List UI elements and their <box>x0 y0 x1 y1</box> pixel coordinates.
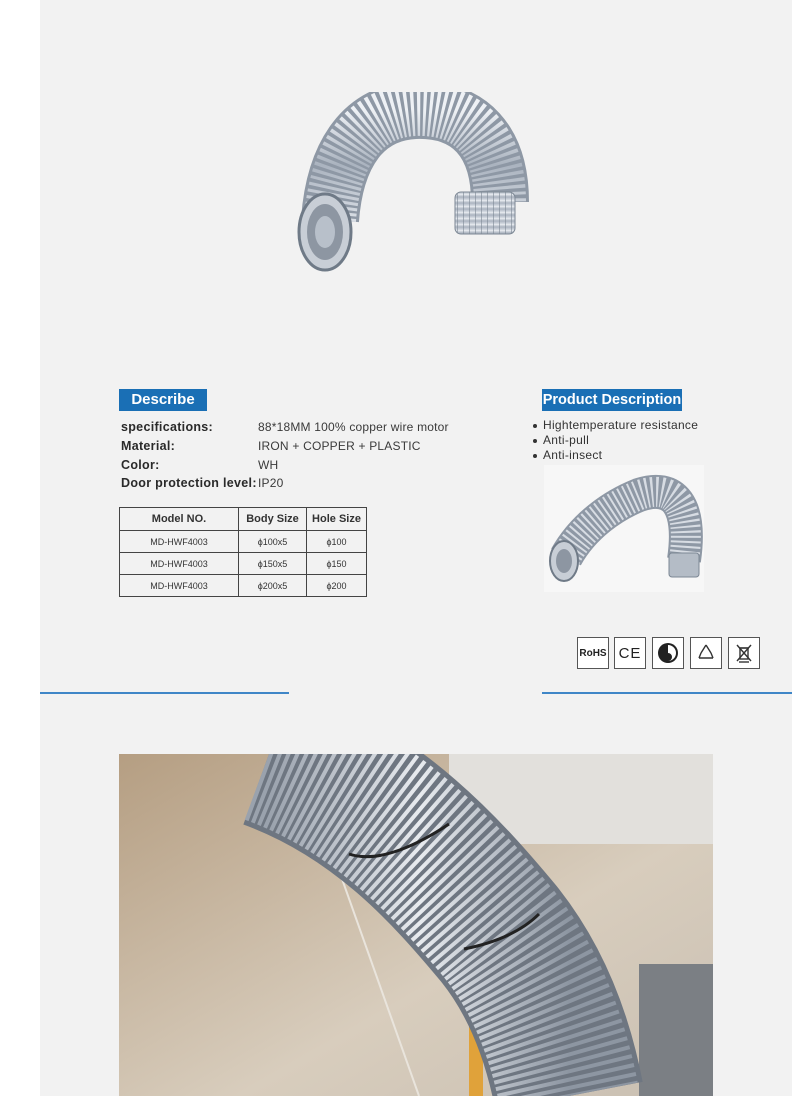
model-size-table <box>119 507 367 597</box>
spec-key-color: Color: <box>121 458 160 472</box>
cell-body-size: ϕ100x5 <box>239 531 307 553</box>
rohs-icon <box>577 637 609 669</box>
section-divider-right <box>542 692 792 694</box>
col-hole-size: Hole Size <box>307 508 367 531</box>
flexible-duct-thumbnail <box>544 465 704 592</box>
bullet-icon <box>533 439 537 443</box>
table-header-row <box>120 508 367 531</box>
recycle-icon <box>690 637 722 669</box>
weee-bin-icon <box>728 637 760 669</box>
cell-model: MD-HWF4003 <box>120 553 239 575</box>
spec-key-specifications: specifications: <box>121 420 214 434</box>
rohs-label: RoHS <box>579 647 607 659</box>
ce-label: CE <box>618 644 642 662</box>
spec-key-material: Material: <box>121 439 176 453</box>
table-row <box>120 575 367 597</box>
spec-value-protection: IP20 <box>258 476 284 490</box>
cell-hole-size: ϕ100 <box>307 531 367 553</box>
feature-text: Hightemperature resistance <box>543 418 699 432</box>
bullet-icon <box>533 454 537 458</box>
table-row <box>120 553 367 575</box>
green-dot-icon <box>652 637 684 669</box>
list-item <box>533 433 698 448</box>
list-item <box>533 448 698 463</box>
spec-key-protection: Door protection level: <box>121 476 257 490</box>
cell-body-size: ϕ200x5 <box>239 575 307 597</box>
table-row <box>120 531 367 553</box>
spec-value-color: WH <box>258 458 279 472</box>
bullet-icon <box>533 424 537 428</box>
duct-installation-photo <box>119 754 713 1096</box>
spec-value-material: IRON + COPPER + PLASTIC <box>258 439 421 453</box>
ce-icon <box>614 637 646 669</box>
product-description-heading: Product Description <box>542 389 682 411</box>
cell-model: MD-HWF4003 <box>120 531 239 553</box>
list-item <box>533 418 698 433</box>
cell-body-size: ϕ150x5 <box>239 553 307 575</box>
spec-value-specifications: 88*18MM 100% copper wire motor <box>258 420 449 434</box>
feature-text: Anti-pull <box>543 433 590 447</box>
feature-text: Anti-insect <box>543 448 603 462</box>
feature-list <box>533 418 698 463</box>
cell-model: MD-HWF4003 <box>120 575 239 597</box>
col-body-size: Body Size <box>239 508 307 531</box>
section-divider-left <box>40 692 289 694</box>
flexible-duct-hero-image <box>295 92 535 272</box>
cell-hole-size: ϕ150 <box>307 553 367 575</box>
cell-hole-size: ϕ200 <box>307 575 367 597</box>
describe-heading: Describe <box>119 389 207 411</box>
col-model-no: Model NO. <box>120 508 239 531</box>
